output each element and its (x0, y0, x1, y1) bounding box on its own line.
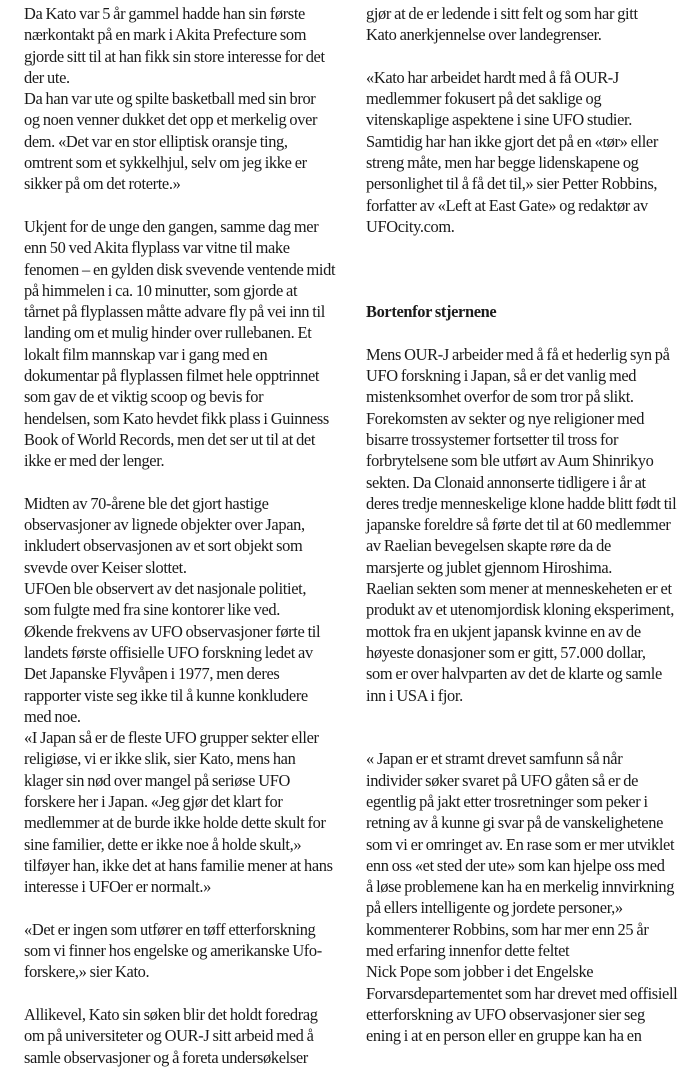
text-line: nærkontakt på en mark i Akita Prefecture som (24, 25, 307, 45)
text-line: og noen venner dukket det opp et merkelig over (24, 110, 318, 130)
text-line: Kato anerkjennelse over landegrenser. (366, 25, 602, 45)
text-line: Nick Pope som jobber i det Engelske (366, 962, 594, 982)
text-line: produkt av et utenomjordisk kloning eksperiment, (366, 600, 674, 620)
text-line: sine familier, dette er ikke noe å holde skult,» (24, 834, 302, 854)
text-line: som vi finner hos engelske og amerikanske Ufo- (24, 941, 322, 961)
text-line: bisarre trossystemer fortsetter til tross for (366, 429, 619, 449)
text-line: Book of World Records, men det ser ut til at det (24, 429, 316, 449)
text-line: som gav de et viktig scoop og bevis for (24, 387, 264, 407)
text-line: etterforskning av UFO observasjoner sier seg (366, 1004, 645, 1024)
text-line: retning av å kunne gi svar på de vanskelighetene (366, 813, 663, 833)
text-line: kommenterer Robbins, som har mer enn 25 år (366, 919, 649, 939)
text-line: «I Japan så er de fleste UFO grupper sekter eller (24, 728, 319, 748)
left-column (24, 3, 354, 1068)
paragraph (24, 1004, 354, 1068)
text-line: personlighet til å få det til,» sier Petter Robbins, (366, 174, 658, 194)
text-line: Allikevel, Kato sin søken blir det holdt foredrag (24, 1004, 318, 1024)
text-line: enn oss «et sted der ute» som kan hjelpe oss med (366, 855, 665, 875)
text-line: svevde over Keiser slottet. (24, 557, 187, 577)
paragraph-spacer (366, 322, 700, 343)
text-line: å løse problemene kan ha en merkelig innvirkning (366, 877, 675, 897)
text-line: Mens OUR-J arbeider med å få et hederlig syn på (366, 344, 670, 364)
text-line: enn 50 ved Akita flyplass var vitne til make (24, 238, 290, 258)
text-line: klager sin nød over mangel på seriøse UFO (24, 770, 290, 790)
paragraph-spacer (366, 727, 700, 748)
text-line: sekten. Da Clonaid annonserte tidligere i år at (366, 472, 646, 492)
text-line: der ute. (24, 67, 70, 87)
text-line: forbrytelsene som ble utført av Aum Shinrikyo (366, 451, 654, 471)
text-line: « Japan er et stramt drevet samfunn så når (366, 749, 623, 769)
text-line: japanske foreldre så førte det til at 60 medlemmer (366, 515, 671, 535)
text-line: «Kato har arbeidet hardt med å få OUR-J (366, 67, 619, 87)
text-line: UFO forskning i Japan, så er det vanlig med (366, 366, 637, 386)
text-line: dem. «Det var en stor elliptisk oransje ting, (24, 131, 288, 151)
paragraph-spacer (366, 259, 700, 280)
right-column (366, 3, 700, 1047)
text-line: sikker på om det roterte.» (24, 174, 181, 194)
text-line: med noe. (24, 706, 81, 726)
text-line: interesse i UFOer er normalt.» (24, 877, 211, 897)
text-line: Midten av 70-årene ble det gjort hastige (24, 493, 269, 513)
text-line: marsjerte og jublet gjennom Hiroshima. (366, 557, 613, 577)
paragraph-spacer (366, 280, 700, 301)
text-line: medlemmer fokusert på det saklige og (366, 89, 602, 109)
text-line: om på universiteter og OUR-J sitt arbeid med å (24, 1026, 314, 1046)
text-line: mistenksomhet overfor de som tror på slikt. (366, 387, 634, 407)
text-line: forskere,» sier Kato. (24, 962, 150, 982)
text-line: Ukjent for de unge den gangen, samme dag mer (24, 216, 319, 236)
text-line: deres tredje menneskelige klone hadde blitt født til (366, 493, 677, 513)
text-line: inn i USA i fjor. (366, 685, 463, 705)
paragraph (366, 748, 700, 1046)
text-line: omtrent som et sykkelhjul, selv om jeg ikke er (24, 153, 307, 173)
text-line: egentlig på jakt etter trosretninger som peker i (366, 791, 648, 811)
text-line: forskere her i Japan. «Jeg gjør det klart for (24, 791, 283, 811)
paragraph-spacer (366, 46, 700, 67)
text-line: tårnet på flyplassen måtte advare fly på vei inn til (24, 302, 325, 322)
text-line: forfatter av «Left at East Gate» og redaktør av (366, 195, 648, 215)
text-line: dokumentar på flyplassen filmet hele opptrinnet (24, 366, 320, 386)
text-line: landing om et mulig hinder over rullebanen. Et (24, 323, 312, 343)
text-line: ening i at en person eller en gruppe kan ha en (366, 1026, 642, 1046)
paragraph (366, 344, 700, 706)
text-line: landets første offisielle UFO forskning ledet av (24, 642, 313, 662)
text-line: vitenskaplige aspektene i sine UFO studier. (366, 110, 633, 130)
text-line: høyeste donasjoner som er gitt, 57.000 dollar, (366, 642, 646, 662)
text-line: inkludert observasjonen av et sort objekt som (24, 536, 303, 556)
text-line: av Raelian bevegelsen skapte røre da de (366, 536, 611, 556)
text-line: Raelian sekten som mener at menneskeheten er et (366, 579, 672, 599)
text-line: medlemmer at de burde ikke holde dette skult for (24, 813, 326, 833)
text-line: som fulgte med fra sine kontorer like ved. (24, 600, 281, 620)
text-line: som er over halvparten av det de klarte og samle (366, 664, 662, 684)
text-line: Det Japanske Flyvåpen i 1977, men deres (24, 664, 280, 684)
text-line: som vi er omringet av. En rase som er mer utviklet (366, 834, 675, 854)
text-line: gjorde sitt til at han fikk sin store interesse for det (24, 46, 325, 66)
text-line: Forekomsten av sekter og nye religioner med (366, 408, 645, 428)
text-line: «Det er ingen som utfører en tøff etterforskning (24, 919, 316, 939)
text-line: Samtidig har han ikke gjort det på en «tør» eller (366, 131, 658, 151)
text-line: mottok fra en ukjent japansk kvinne en av de (366, 621, 641, 641)
text-line: med erfaring innenfor dette feltet (366, 941, 570, 961)
text-line: samle observasjoner og å foreta undersøkelser (24, 1047, 308, 1067)
text-line: religiøse, vi er ikke slik, sier Kato, mens han (24, 749, 296, 769)
text-line: på ellers intelligente og jordete personer,» (366, 898, 623, 918)
paragraph-spacer (366, 706, 700, 727)
text-line: UFOcity.com. (366, 216, 455, 236)
paragraph (24, 3, 354, 195)
text-line: tilføyer han, ikke det at hans familie mener at hans (24, 855, 333, 875)
paragraph-spacer (24, 472, 354, 493)
text-line: gjør at de er ledende i sitt felt og som har gitt (366, 4, 638, 23)
section-heading: Bortenfor stjernene (366, 302, 497, 322)
paragraph-spacer (24, 195, 354, 216)
text-line: Økende frekvens av UFO observasjoner førte til (24, 621, 321, 641)
paragraph-spacer (366, 237, 700, 258)
paragraph (24, 919, 354, 983)
text-line: observasjoner av lignede objekter over Japan, (24, 515, 305, 535)
text-line: Da Kato var 5 år gammel hadde han sin første (24, 4, 305, 23)
paragraph-spacer (24, 897, 354, 918)
paragraph (366, 3, 700, 46)
paragraph (24, 493, 354, 898)
text-line: hendelsen, som Kato hevdet fikk plass i Guinness (24, 408, 329, 428)
paragraph (366, 67, 700, 237)
text-line: rapporter viste seg ikke til å kunne konkludere (24, 685, 308, 705)
text-line: streng måte, men har begge lidenskapene og (366, 153, 639, 173)
paragraph-spacer (24, 983, 354, 1004)
text-line: UFOen ble observert av det nasjonale politiet, (24, 579, 307, 599)
text-line: lokalt film mannskap var i gang med en (24, 344, 268, 364)
text-line: Da han var ute og spilte basketball med sin bror (24, 89, 316, 109)
text-line: fenomen – en gylden disk svevende ventende midt (24, 259, 336, 279)
paragraph (24, 216, 354, 472)
text-line: på himmelen i ca. 10 minutter, som gjorde at (24, 280, 298, 300)
text-line: Forvarsdepartementet som har drevet med offisiell (366, 983, 678, 1003)
text-line: ikke er med der lenger. (24, 451, 165, 471)
text-line: individer søker svaret på UFO gåten så er de (366, 770, 639, 790)
